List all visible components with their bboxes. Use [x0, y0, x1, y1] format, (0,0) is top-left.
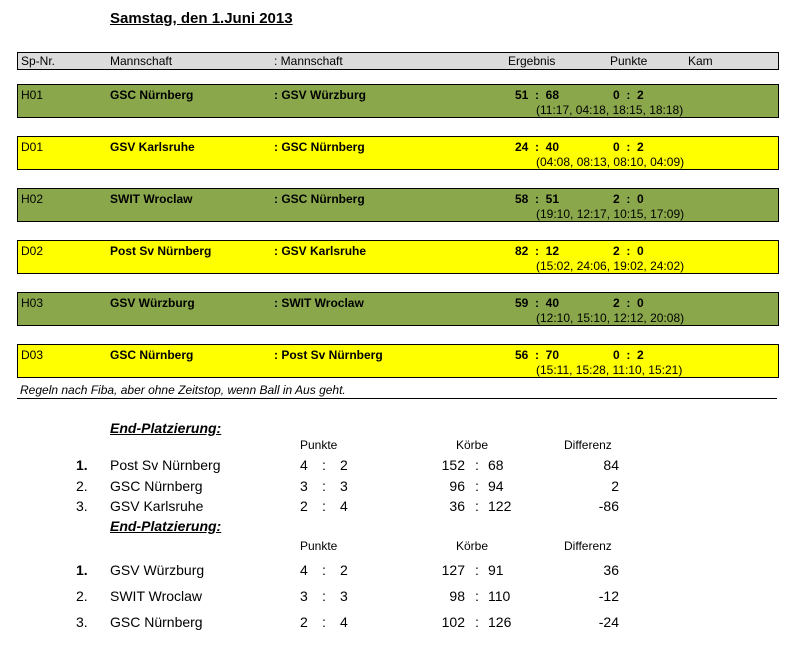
game-points: 2 : 0 — [613, 296, 644, 310]
game-row — [17, 344, 779, 378]
rank: 1. — [76, 562, 88, 578]
game-row — [17, 84, 779, 118]
game-points: 2 : 0 — [613, 192, 644, 206]
points-sep: : — [322, 498, 326, 514]
baskets-against: 126 — [488, 614, 512, 630]
page-title: Samstag, den 1.Juni 2013 — [110, 10, 293, 27]
game-team2: : SWIT Wroclaw — [274, 296, 364, 310]
game-id: D03 — [21, 348, 44, 362]
baskets-against: 110 — [488, 588, 511, 604]
points-for: 2 — [300, 614, 308, 630]
game-id: D02 — [21, 244, 44, 258]
baskets-for: 127 — [441, 562, 465, 578]
baskets-against: 94 — [488, 478, 504, 494]
game-points: 0 : 2 — [613, 140, 644, 154]
points-for: 4 — [300, 457, 308, 473]
baskets-for: 98 — [449, 588, 465, 604]
difference: -86 — [598, 498, 619, 514]
difference: 2 — [611, 478, 619, 494]
game-team1: GSC Nürnberg — [110, 88, 194, 102]
team: Post Sv Nürnberg — [110, 457, 221, 473]
rank: 3. — [76, 498, 88, 514]
rank: 2. — [76, 588, 88, 604]
game-id: H02 — [21, 192, 44, 206]
team: GSC Nürnberg — [110, 478, 203, 494]
game-quarters: (11:17, 04:18, 18:15, 18:18) — [536, 103, 684, 117]
standings-heading: End-Platzierung: — [110, 518, 222, 534]
points-against: 3 — [340, 588, 348, 604]
col-diff: Differenz — [564, 438, 612, 452]
game-row — [17, 188, 779, 222]
game-id: H01 — [21, 88, 44, 102]
header-team2: : Mannschaft — [274, 54, 343, 68]
game-team1: GSV Karlsruhe — [110, 140, 195, 154]
game-team1: Post Sv Nürnberg — [110, 244, 212, 258]
game-team1: GSV Würzburg — [110, 296, 195, 310]
team: GSV Karlsruhe — [110, 498, 204, 514]
points-against: 2 — [340, 457, 348, 473]
standings-heading: End-Platzierung: — [110, 420, 222, 436]
baskets-sep: : — [475, 588, 479, 604]
game-quarters: (15:11, 15:28, 11:10, 15:21) — [536, 363, 683, 377]
game-id: D01 — [21, 140, 44, 154]
points-for: 2 — [300, 498, 308, 514]
game-team2: : GSC Nürnberg — [274, 192, 365, 206]
baskets-for: 36 — [449, 498, 465, 514]
points-sep: : — [322, 562, 326, 578]
note-divider — [17, 398, 777, 399]
game-score: 24 : 40 — [515, 140, 560, 154]
points-against: 4 — [340, 498, 348, 514]
team: GSC Nürnberg — [110, 614, 203, 630]
game-row — [17, 240, 779, 274]
game-team1: SWIT Wroclaw — [110, 192, 193, 206]
team: GSV Würzburg — [110, 562, 205, 578]
col-points: Punkte — [300, 438, 338, 452]
game-points: 0 : 2 — [613, 348, 644, 362]
baskets-for: 152 — [441, 457, 465, 473]
game-team2: : GSC Nürnberg — [274, 140, 365, 154]
game-quarters: (15:02, 24:06, 19:02, 24:02) — [536, 259, 685, 273]
baskets-sep: : — [475, 614, 479, 630]
baskets-sep: : — [475, 498, 479, 514]
points-for: 3 — [300, 588, 308, 604]
points-sep: : — [322, 457, 326, 473]
col-baskets: Körbe — [456, 539, 489, 553]
difference: 36 — [603, 562, 619, 578]
game-row — [17, 292, 779, 326]
game-quarters: (12:10, 15:10, 12:12, 20:08) — [536, 311, 685, 325]
game-score: 51 : 68 — [515, 88, 560, 102]
game-points: 0 : 2 — [613, 88, 644, 102]
baskets-for: 96 — [449, 478, 465, 494]
baskets-against: 68 — [488, 457, 504, 473]
game-team1: GSC Nürnberg — [110, 348, 194, 362]
points-against: 4 — [340, 614, 348, 630]
header-team1: Mannschaft — [110, 54, 173, 68]
difference: -12 — [598, 588, 619, 604]
baskets-for: 102 — [441, 614, 465, 630]
col-points: Punkte — [300, 539, 338, 553]
header-kam: Kam — [688, 54, 713, 68]
game-team2: : GSV Karlsruhe — [274, 244, 367, 258]
game-team2: : Post Sv Nürnberg — [274, 348, 383, 362]
baskets-sep: : — [475, 457, 479, 473]
rank: 2. — [76, 478, 88, 494]
points-sep: : — [322, 478, 326, 494]
header-points: Punkte — [610, 54, 648, 68]
rank: 3. — [76, 614, 88, 630]
col-diff: Differenz — [564, 539, 612, 553]
points-for: 3 — [300, 478, 308, 494]
game-score: 58 : 51 — [515, 192, 560, 206]
game-score: 59 : 40 — [515, 296, 560, 310]
points-against: 3 — [340, 478, 348, 494]
points-sep: : — [322, 614, 326, 630]
game-row — [17, 136, 779, 170]
game-id: H03 — [21, 296, 44, 310]
game-quarters: (04:08, 08:13, 08:10, 04:09) — [536, 155, 685, 169]
difference: -24 — [598, 614, 619, 630]
header-sp-nr: Sp-Nr. — [21, 54, 56, 68]
baskets-sep: : — [475, 562, 479, 578]
game-points: 2 : 0 — [613, 244, 644, 258]
game-score: 82 : 12 — [515, 244, 560, 258]
rank: 1. — [76, 457, 88, 473]
header-result: Ergebnis — [508, 54, 556, 68]
game-team2: : GSV Würzburg — [274, 88, 366, 102]
col-baskets: Körbe — [456, 438, 489, 452]
baskets-against: 122 — [488, 498, 512, 514]
points-for: 4 — [300, 562, 308, 578]
points-against: 2 — [340, 562, 348, 578]
team: SWIT Wroclaw — [110, 588, 203, 604]
baskets-sep: : — [475, 478, 479, 494]
points-sep: : — [322, 588, 326, 604]
schedule-header-row — [17, 52, 779, 70]
game-score: 56 : 70 — [515, 348, 560, 362]
baskets-against: 91 — [488, 562, 504, 578]
rules-note: Regeln nach Fiba, aber ohne Zeitstop, wenn Ball in Aus geht. — [20, 383, 346, 397]
game-quarters: (19:10, 12:17, 10:15, 17:09) — [536, 207, 685, 221]
difference: 84 — [603, 457, 619, 473]
